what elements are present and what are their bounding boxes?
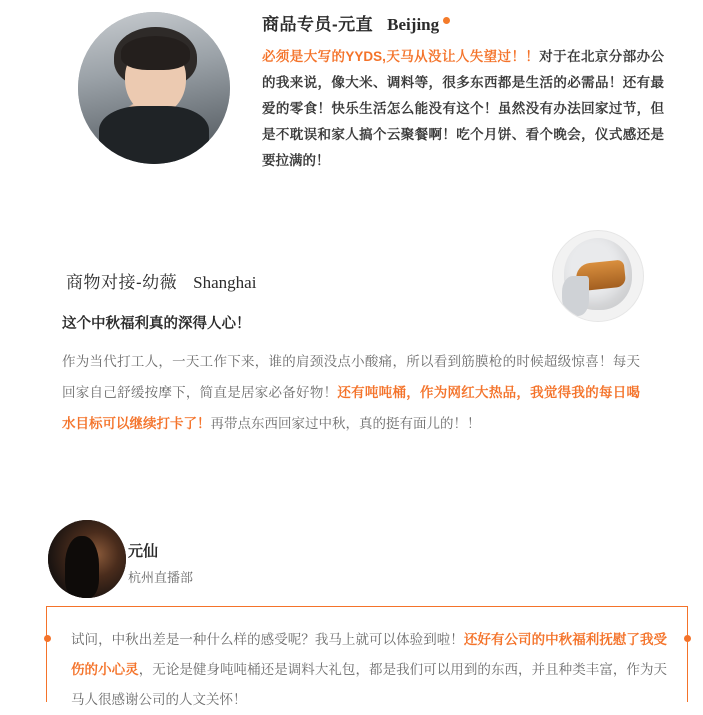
avatar-fringe-shape [121, 36, 191, 69]
testimonial-card-beijing [0, 0, 703, 200]
author-name: 商物对接-幼薇 [66, 273, 178, 292]
body-text-before: 试问，中秋出差是一种什么样的感受呢？我马上就可以体验到啦！ [71, 632, 464, 647]
testimonial-body [71, 625, 667, 715]
testimonial-body [262, 44, 664, 174]
testimonial-header [66, 268, 256, 293]
avatar [78, 12, 230, 164]
avatar-body-shape [99, 106, 208, 164]
body-text-after: 再带点东西回家过中秋，真的挺有面儿的！！ [210, 416, 481, 431]
author-city: Shanghai [193, 273, 257, 292]
orange-dot-left-icon [44, 635, 51, 642]
highlight-text: 还好有公司的中秋福利抚慰了我受伤的小心灵 [71, 632, 668, 677]
highlight-text: 还有吨吨桶，作为网红大热品，我觉得我的每日喝水目标可以继续打卡了！ [62, 385, 641, 431]
body-text-after: ，无论是健身吨吨桶还是调料大礼包，都是我们可以用到的东西，并且种类丰富，作为天马人很感谢公司的人文关怀！ [71, 662, 668, 707]
quote-frame [46, 606, 688, 707]
testimonial-body [62, 346, 640, 439]
orange-dot-right-icon [684, 635, 691, 642]
author-name: 商品专员-元直 [262, 15, 374, 34]
helmet-shade-shape [562, 276, 589, 316]
body-text-before: 作为当代打工人，一天工作下来，谁的肩颈没点小酸痛，所以看到筋膜枪的时候超级惊喜！每天回家自己舒缓按摩下，简直是居家必备好物！ [62, 354, 640, 400]
author-department: 杭州直播部 [128, 570, 194, 585]
body-text: 对于在北京分部办公的我来说，像大米、调料等，很多东西都是生活的必需品！还有最爱的零食！快乐生活怎么能没有这个！虽然没有办法回家过节，但是不耽误和家人搞个云聚餐啊！吃个月饼、看个晚会，仪式感还是要拉满的！ [262, 49, 665, 168]
avatar [552, 230, 644, 322]
testimonial-lead: 这个中秋福利真的深得人心！ [62, 316, 251, 332]
avatar [48, 520, 126, 598]
portrait-photo-avatar [78, 12, 230, 164]
author-city: Beijing [387, 15, 440, 34]
testimonial-header [262, 10, 450, 35]
highlight-text: 必须是大写的YYDS,天马从没让人失望过！！ [262, 49, 540, 64]
author-name: 元仙 [128, 543, 159, 560]
orange-dot-icon [443, 17, 450, 24]
avatar-silhouette-shape [65, 536, 99, 598]
